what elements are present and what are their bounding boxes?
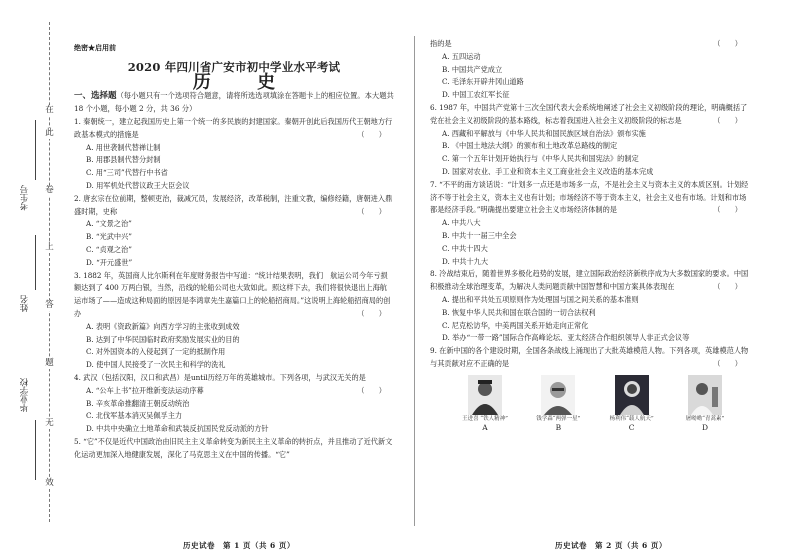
option-list [74,142,394,193]
margin-char: 此 [45,128,54,138]
exam-title: 2020 年四川省广安市初中学业水平考试 [127,59,341,74]
question-text: 3. 1882 年，英国商人比尔斯利在年度财务报告中写道：“统计结果表明，我们 航运公司今年亏损额达到了 400 万两白银，当然，沿线的轮船公司也大致如此。照这样下去，我们将很快退出上海航运市场了——造成这种局面的原因是李鸿章先生嘉篇口上的轮船招商局。”这说明上海轮船招商局的创办 [74,270,391,318]
answer-bracket: （ ） [357,129,386,139]
portrait-caption: 屠呦呦“青蒿素” [685,415,725,422]
candidate-number-line [35,120,36,180]
option: B. “光武中兴” [86,232,132,242]
margin-char: 无 [45,418,54,428]
margin-char: 答 [45,300,54,310]
question-text: 1. 秦朝统一，建立起我国历史上第一个统一的多民族的封建国家。秦朝开创此后我国历代王朝地方行政基本模式的措施是 [74,116,393,139]
page-2-column [430,38,750,433]
option: B. 达到了中华民国临时政府奖励发展实业的目的 [86,334,240,344]
option: C. 对外国资本的入侵起到了一定的抵制作用 [86,347,226,357]
portrait-caption: 杨利伟“载人航天” [609,415,654,422]
portrait-letter: C [628,422,635,432]
margin-char: 卷 [45,185,54,195]
question-item [430,102,750,128]
answer-bracket: （ ） [713,115,742,125]
portrait-figure-d [670,375,740,433]
question-item [74,270,394,321]
option: D. 使中国人民接受了一次民主和科学的洗礼 [86,360,226,370]
question-item [74,436,394,462]
name-label: 姓名 [20,295,30,312]
option: B. 辛亥革命推翻清王朝反动统治 [86,398,190,408]
answer-bracket: （ ） [357,385,386,395]
option: D. 用军机处代替议政王大臣会议 [86,180,190,190]
question-item [74,116,394,142]
portrait-figure-c [597,375,667,433]
answer-bracket: （ ） [357,308,386,318]
option: A. 表明《资政新篇》向西方学习的主张收到成效 [86,321,240,331]
subject-title: 历 史 [192,71,296,93]
answer-bracket: （ ） [713,282,742,292]
portrait-figure-b [523,375,593,433]
question-item [430,268,750,294]
question-text: 6. 1987 年，中国共产党第十三次全国代表大会系统地阐述了社会主义初级阶段的理论，明确概括了党在社会主义初级阶段的基本路线，标志着我国进入社会主义初级阶段的标志是 [430,102,748,125]
name-line [35,235,36,290]
margin-char: 效 [45,478,54,488]
margin-char: 在 [45,105,54,115]
portrait-image [468,375,502,415]
option-list [74,321,394,372]
question-text: 指的是 [430,39,452,48]
question-item [430,179,750,217]
portrait-image [615,375,649,415]
option: A. 五四运动 [442,51,481,61]
option: C. 用“三司”代替行中书省 [86,168,168,178]
page-1-footer: 历史试卷 第 1 页（共 6 页） [183,541,295,550]
question-text: 9. 在新中国的各个建设时期，全国各条战线上涌现出了大批英雄模范人物。下列各项，英雄模范人物与其贡献对应不正确的是 [430,346,749,368]
question-list [430,102,750,371]
option-list [74,385,394,436]
binding-dashed-line [49,22,50,522]
question-text: 5. “它”不仅是近代中国政治由旧民主主义革命转变为新民主主义革命的转折点，并且推动了近代新文化运动更加深入地健康发展，深化了马克思主义在中国的传播。“它” [74,436,393,459]
portrait-image [688,375,722,415]
question-item [430,345,750,371]
question-text: 4. 武汉（包括汉阳，汉口和武昌）是until历经万年的英雄城市。下列各项，与武汉无关的是 [74,372,366,382]
option: C. 尼克松访华，中美两国关系开始走向正常化 [442,320,589,330]
option: B. 中共十一届三中全会 [442,230,517,240]
option: D. 中国工农红军长征 [442,90,510,100]
page-divider [414,36,415,526]
question-5-continued [430,38,750,51]
portrait-caption: 钱学森“两弹一星” [536,415,581,422]
option: C. “贞观之治” [86,244,132,254]
secret-label: 绝密★启用前 [74,43,116,52]
option: A. “公车上书”拉开维新变法运动序幕 [86,385,204,395]
answer-bracket: （ ） [357,206,386,216]
answer-bracket: （ ） [713,358,742,368]
option: A. 用世袭制代替禅让制 [86,142,161,152]
portrait-letter: B [555,422,562,432]
option-list [74,218,394,269]
option: C. 北伐军基本消灭吴佩孚主力 [86,411,183,421]
option: D. 国家对农业、手工业和资本主义工商业社会主义改造的基本完成 [442,166,654,176]
page-1-column [74,38,394,462]
question-text: 8. 冷战结束后，随着世界多极化趋势的发展，建立国际政治经济新秩序成为大多数国家的要求。中国积极推动全球治理变革，为解决人类问题贡献中国智慧和中国方案具体表现在 [430,269,749,292]
section-heading [74,90,394,116]
option: A. 中共八大 [442,218,481,228]
option: A. “文景之治” [86,219,132,229]
page-2-footer: 历史试卷 第 2 页（共 6 页） [555,541,667,550]
option: D. 中共十九大 [442,256,489,266]
margin-char: 上 [45,242,54,252]
option: A. 西藏和平解放与《中华人民共和国民族区域自治法》颁布实施 [442,128,646,138]
option: D. 举办“一带一路”国际合作高峰论坛、亚太经济合作组织领导人非正式会议等 [442,333,690,343]
portrait-caption: 王进喜 “铁人精神” [462,415,508,422]
school-line [35,420,36,480]
option: B. 中国共产党成立 [442,64,503,74]
margin-char: 题 [45,358,54,368]
portrait-figure-a [450,375,520,433]
portrait-letter: D [701,422,708,432]
option-list [430,217,750,268]
question-item [74,193,394,219]
option: D. 中共中央确立土地革命和武装反抗国民党反动派的方针 [86,424,269,434]
candidate-number-label: 考生号 [20,185,30,211]
option: C. 中共十四大 [442,243,488,253]
option-list [430,128,750,179]
school-label: 毕业学校 [20,378,30,412]
portrait-row [430,375,750,433]
option: A. 提出和平共处五项原则作为处理国与国之间关系的基本准则 [442,294,639,304]
option: D. “开元盛世” [86,257,133,267]
option: C. 第一个五年计划开始执行与《中华人民共和国宪法》的制定 [442,154,639,164]
question-text: 7. “不平的南方谈话说：“计划多一点还是市场多一点，不是社会主义与资本主义的本质区别。计划经济不等于社会主义，资本主义也有计划；市场经济不等于资本主义，社会主义也有市场。计划和市场都是经济手段。”明确提出要建立社会主义市场经济体制的是 [430,179,749,215]
portrait-image [541,375,575,415]
binding-margin [0,0,58,560]
question-text: 2. 唐玄宗在位前期，整顿吏治，裁减冗员，发展经济，改革税制，注重文教，编修经籍，唐朝进入鼎盛时期，史称 [74,193,393,216]
option: B. 《中国土地法大纲》的颁布和土地改革总路线的制定 [442,141,618,151]
option: B. 恢复中华人民共和国在联合国的一切合法权利 [442,307,596,317]
portrait-letter: A [482,422,488,432]
question-5-options [430,51,750,102]
option: C. 毛泽东开辟井冈山道路 [442,77,524,87]
question-list [74,116,394,462]
answer-bracket: （ ） [713,39,742,48]
section-title: 一、选择题 [74,91,117,102]
option-list [430,294,750,345]
option: B. 用郡县制代替分封制 [86,155,161,165]
section-desc: （每小题只有一个选项符合题意，请将所选选项填涂在答题卡上的相应位置。本大题共 18 个小题，每小题 2 分，共 36 分） [74,91,394,114]
answer-bracket: （ ） [713,205,742,215]
